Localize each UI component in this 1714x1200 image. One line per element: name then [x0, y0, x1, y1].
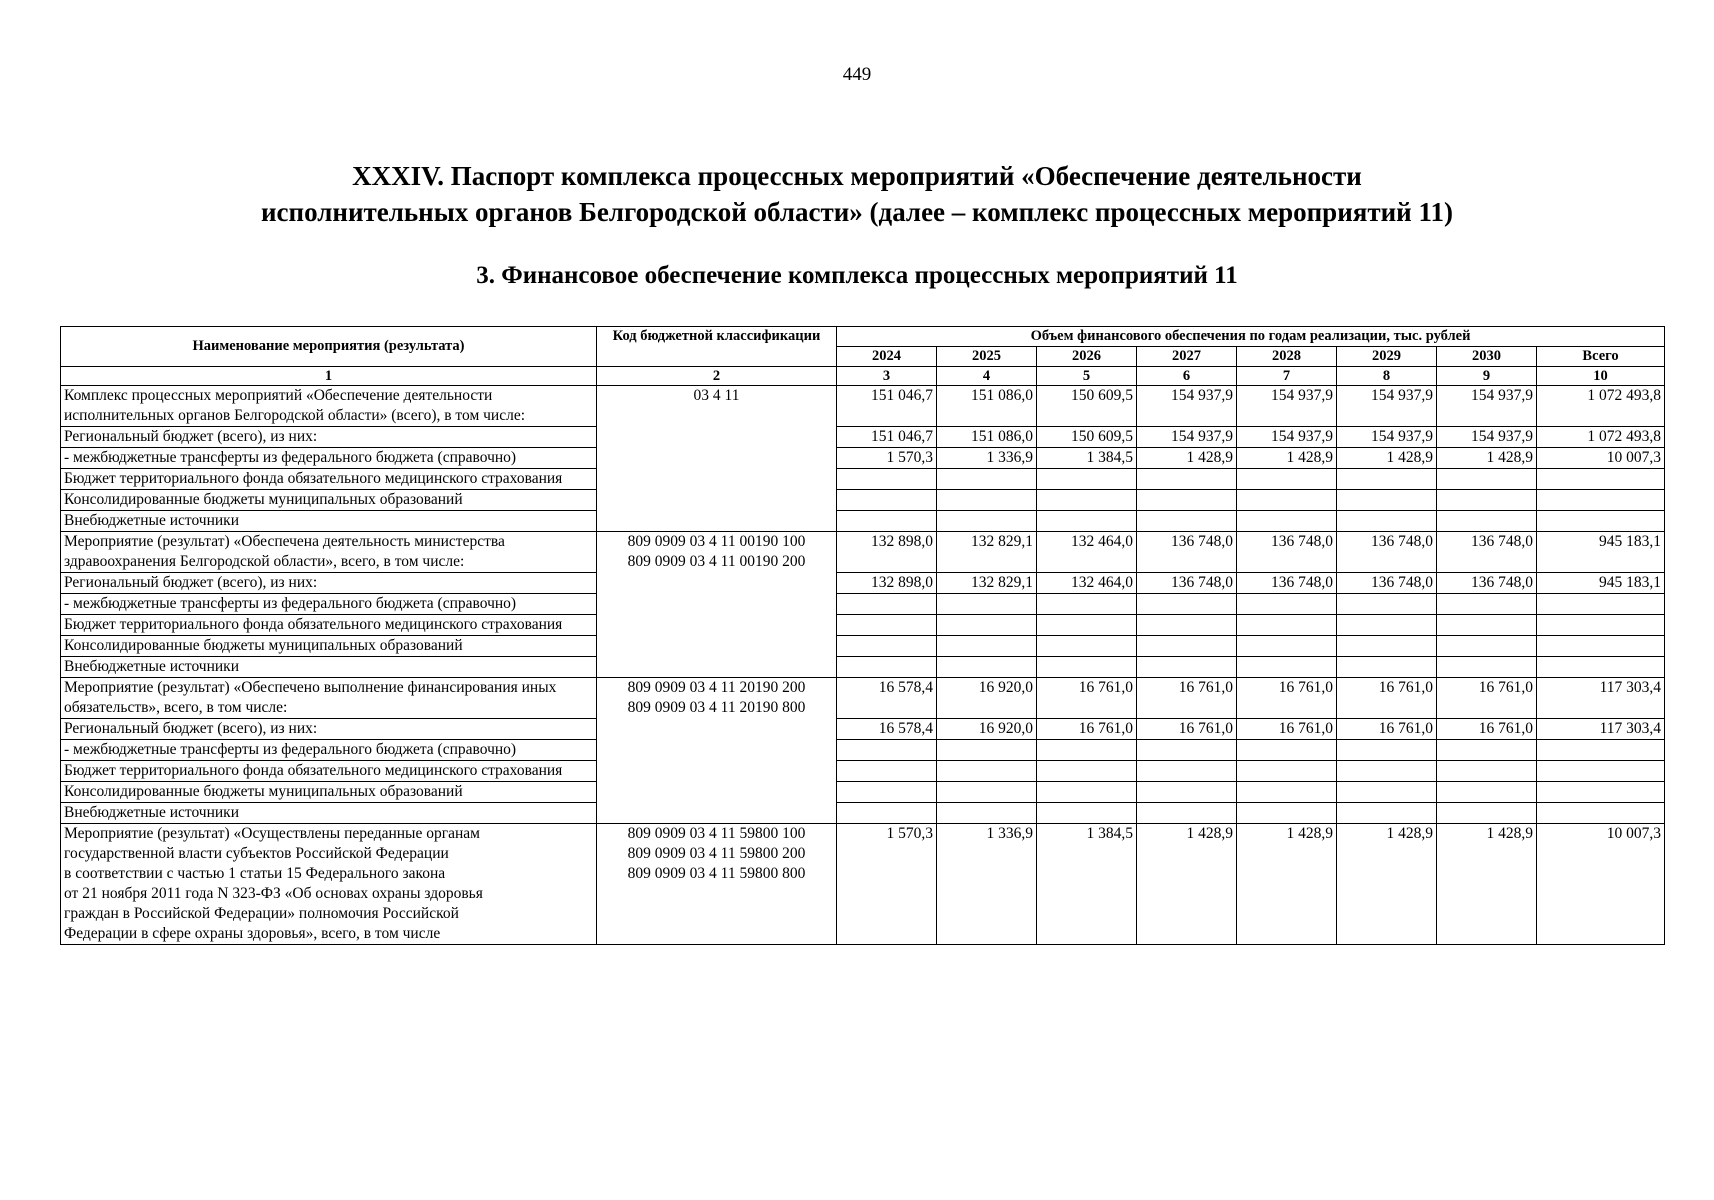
column-number: 1: [61, 367, 597, 386]
empty-cell: [1437, 761, 1537, 782]
table-row: [61, 824, 1665, 945]
empty-cell: [1137, 657, 1237, 678]
empty-cell: [1437, 511, 1537, 532]
row-name-line: от 21 ноября 2011 года N 323-ФЗ «Об основах охраны здоровья: [64, 885, 483, 902]
table-row: [61, 761, 1665, 782]
value-cell: 154 937,9: [1137, 386, 1237, 427]
row-name: Бюджет территориального фонда обязательного медицинского страхования: [61, 761, 597, 782]
empty-cell: [1437, 803, 1537, 824]
row-name: - межбюджетные трансферты из федерального бюджета (справочно): [61, 448, 597, 469]
value-cell: 16 761,0: [1137, 719, 1237, 740]
empty-cell: [1037, 594, 1137, 615]
value-cell: 1 428,9: [1237, 824, 1337, 945]
value-cell: 1 428,9: [1337, 448, 1437, 469]
row-name: - межбюджетные трансферты из федерального бюджета (справочно): [61, 594, 597, 615]
value-cell: 16 761,0: [1037, 719, 1137, 740]
empty-cell: [1237, 803, 1337, 824]
value-cell: 150 609,5: [1037, 427, 1137, 448]
empty-cell: [1537, 761, 1665, 782]
empty-cell: [1337, 782, 1437, 803]
value-cell: 1 428,9: [1137, 448, 1237, 469]
column-number: 6: [1137, 367, 1237, 386]
row-name: Комплекс процессных мероприятий «Обеспечение деятельности исполнительных органов Белгородской области» (всего), в том числе:: [61, 386, 597, 427]
value-cell: 16 920,0: [937, 719, 1037, 740]
row-name: Бюджет территориального фонда обязательного медицинского страхования: [61, 615, 597, 636]
value-cell: 16 761,0: [1137, 678, 1237, 719]
value-cell: 151 086,0: [937, 386, 1037, 427]
empty-cell: [1237, 761, 1337, 782]
column-number: 9: [1437, 367, 1537, 386]
empty-cell: [837, 511, 937, 532]
value-cell: 1 336,9: [937, 448, 1037, 469]
empty-cell: [1537, 469, 1665, 490]
row-name-line: в соответствии с частью 1 статьи 15 Федерального закона: [64, 865, 446, 882]
value-cell: 16 761,0: [1437, 678, 1537, 719]
value-cell: 16 761,0: [1237, 719, 1337, 740]
empty-cell: [937, 740, 1037, 761]
empty-cell: [1037, 803, 1137, 824]
value-cell: 1 570,3: [837, 824, 937, 945]
empty-cell: [1037, 657, 1137, 678]
page-title: [0, 158, 1714, 230]
empty-cell: [937, 615, 1037, 636]
empty-cell: [1337, 511, 1437, 532]
empty-cell: [1137, 490, 1237, 511]
header-code: Код бюджетной классификации: [597, 327, 837, 367]
empty-cell: [1237, 594, 1337, 615]
empty-cell: [837, 657, 937, 678]
row-name: Консолидированные бюджеты муниципальных образований: [61, 782, 597, 803]
value-cell: 151 046,7: [837, 427, 937, 448]
empty-cell: [1237, 657, 1337, 678]
empty-cell: [1337, 469, 1437, 490]
empty-cell: [1537, 594, 1665, 615]
table-row: [61, 386, 1665, 427]
row-name-line: граждан в Российской Федерации» полномочия Российской: [64, 905, 459, 922]
empty-cell: [1337, 594, 1437, 615]
value-cell: 136 748,0: [1437, 532, 1537, 573]
value-cell: 154 937,9: [1437, 427, 1537, 448]
header-year: 2028: [1237, 347, 1337, 367]
value-cell: 132 898,0: [837, 573, 937, 594]
empty-cell: [1337, 636, 1437, 657]
empty-cell: [1537, 490, 1665, 511]
empty-cell: [1037, 469, 1137, 490]
column-number: 5: [1037, 367, 1137, 386]
page-number: 449: [842, 64, 872, 85]
value-cell: 154 937,9: [1137, 427, 1237, 448]
row-name: - межбюджетные трансферты из федерального бюджета (справочно): [61, 740, 597, 761]
value-cell: 136 748,0: [1337, 532, 1437, 573]
empty-cell: [1137, 782, 1237, 803]
empty-cell: [837, 490, 937, 511]
value-cell: 136 748,0: [1137, 573, 1237, 594]
empty-cell: [1437, 657, 1537, 678]
empty-cell: [1137, 636, 1237, 657]
empty-cell: [1337, 615, 1437, 636]
empty-cell: [837, 594, 937, 615]
row-name: Региональный бюджет (всего), из них:: [61, 719, 597, 740]
budget-code: [597, 824, 837, 945]
empty-cell: [837, 615, 937, 636]
empty-cell: [1537, 636, 1665, 657]
value-cell: 1 570,3: [837, 448, 937, 469]
empty-cell: [937, 761, 1037, 782]
table-row: [61, 678, 1665, 719]
empty-cell: [1237, 615, 1337, 636]
value-cell: 151 086,0: [937, 427, 1037, 448]
value-cell: 1 428,9: [1237, 448, 1337, 469]
empty-cell: [1437, 740, 1537, 761]
value-cell: 154 937,9: [1337, 386, 1437, 427]
table-row: [61, 803, 1665, 824]
header-name: Наименование мероприятия (результата): [61, 327, 597, 367]
value-cell: 16 761,0: [1037, 678, 1137, 719]
empty-cell: [1237, 469, 1337, 490]
empty-cell: [1037, 636, 1137, 657]
empty-cell: [837, 636, 937, 657]
row-name: Региональный бюджет (всего), из них:: [61, 573, 597, 594]
value-cell: 1 384,5: [1037, 824, 1137, 945]
column-number: 10: [1537, 367, 1665, 386]
column-number: 8: [1337, 367, 1437, 386]
header-year: 2025: [937, 347, 1037, 367]
table-row: [61, 532, 1665, 573]
value-cell: 1 428,9: [1437, 448, 1537, 469]
value-cell: 154 937,9: [1237, 427, 1337, 448]
empty-cell: [1237, 511, 1337, 532]
row-name: Мероприятие (результат) «Обеспечена деятельность министерства здравоохранения Белгородской области», всего, в том числе:: [61, 532, 597, 573]
empty-cell: [937, 511, 1037, 532]
header-year: 2024: [837, 347, 937, 367]
budget-code-line: 809 0909 03 4 11 20190 800: [627, 699, 806, 716]
empty-cell: [1537, 615, 1665, 636]
value-cell: 16 761,0: [1237, 678, 1337, 719]
title-line-1: XXXIV. Паспорт комплекса процессных мероприятий «Обеспечение деятельности: [352, 161, 1362, 191]
empty-cell: [1237, 490, 1337, 511]
value-cell: 10 007,3: [1537, 824, 1665, 945]
empty-cell: [1437, 594, 1537, 615]
value-cell: 117 303,4: [1537, 719, 1665, 740]
empty-cell: [1037, 782, 1137, 803]
empty-cell: [1537, 657, 1665, 678]
value-cell: 945 183,1: [1537, 573, 1665, 594]
empty-cell: [1537, 803, 1665, 824]
section-subtitle: 3. Финансовое обеспечение комплекса процессных мероприятий 11: [476, 262, 1238, 289]
table-row: [61, 594, 1665, 615]
value-cell: 16 578,4: [837, 719, 937, 740]
table-row: [61, 719, 1665, 740]
table-row: [61, 636, 1665, 657]
empty-cell: [1437, 782, 1537, 803]
row-name: Внебюджетные источники: [61, 511, 597, 532]
empty-cell: [837, 740, 937, 761]
value-cell: 132 829,1: [937, 573, 1037, 594]
value-cell: 945 183,1: [1537, 532, 1665, 573]
value-cell: 10 007,3: [1537, 448, 1665, 469]
budget-code: [597, 678, 837, 824]
column-number: 4: [937, 367, 1037, 386]
value-cell: 136 748,0: [1237, 573, 1337, 594]
budget-code-line: 809 0909 03 4 11 59800 100: [627, 825, 806, 842]
value-cell: 16 761,0: [1337, 678, 1437, 719]
header-year: 2026: [1037, 347, 1137, 367]
value-cell: 154 937,9: [1237, 386, 1337, 427]
value-cell: 16 761,0: [1437, 719, 1537, 740]
table-row: [61, 427, 1665, 448]
empty-cell: [1337, 803, 1437, 824]
empty-cell: [1137, 594, 1237, 615]
empty-cell: [1537, 782, 1665, 803]
empty-cell: [1237, 636, 1337, 657]
column-number: 2: [597, 367, 837, 386]
empty-cell: [1037, 490, 1137, 511]
empty-cell: [937, 782, 1037, 803]
budget-code-line: 809 0909 03 4 11 59800 200: [627, 845, 806, 862]
empty-cell: [1037, 740, 1137, 761]
budget-code-line: 809 0909 03 4 11 00190 100: [627, 533, 806, 550]
budget-code: 03 4 11: [597, 386, 837, 532]
value-cell: 1 336,9: [937, 824, 1037, 945]
column-number: 7: [1237, 367, 1337, 386]
value-cell: 136 748,0: [1337, 573, 1437, 594]
table-row: [61, 448, 1665, 469]
empty-cell: [1437, 469, 1537, 490]
table-row: [61, 469, 1665, 490]
row-name: Мероприятие (результат) «Обеспечено выполнение финансирования иных обязательств», всего, в том числе:: [61, 678, 597, 719]
empty-cell: [1137, 615, 1237, 636]
value-cell: 132 464,0: [1037, 573, 1137, 594]
table-row: [61, 657, 1665, 678]
empty-cell: [937, 490, 1037, 511]
row-name-line: Мероприятие (результат) «Осуществлены переданные органам: [64, 825, 480, 842]
empty-cell: [837, 803, 937, 824]
value-cell: 16 920,0: [937, 678, 1037, 719]
empty-cell: [837, 782, 937, 803]
value-cell: 16 578,4: [837, 678, 937, 719]
value-cell: 154 937,9: [1337, 427, 1437, 448]
value-cell: 136 748,0: [1437, 573, 1537, 594]
empty-cell: [1137, 761, 1237, 782]
empty-cell: [1437, 490, 1537, 511]
value-cell: 136 748,0: [1237, 532, 1337, 573]
empty-cell: [1237, 782, 1337, 803]
header-year: 2027: [1137, 347, 1237, 367]
empty-cell: [1437, 615, 1537, 636]
column-number: 3: [837, 367, 937, 386]
budget-code-line: 809 0909 03 4 11 20190 200: [627, 679, 806, 696]
empty-cell: [1537, 740, 1665, 761]
table-row: [61, 615, 1665, 636]
value-cell: 154 937,9: [1437, 386, 1537, 427]
value-cell: 132 464,0: [1037, 532, 1137, 573]
budget-code: [597, 532, 837, 678]
value-cell: 132 898,0: [837, 532, 937, 573]
row-name-line: Федерации в сфере охраны здоровья», всего, в том числе: [64, 925, 441, 942]
row-name-line: государственной власти субъектов Российской Федерации: [64, 845, 449, 862]
value-cell: 1 072 493,8: [1537, 386, 1665, 427]
header-year: 2030: [1437, 347, 1537, 367]
title-line-2: исполнительных органов Белгородской области» (далее – комплекс процессных мероприятий 11): [261, 197, 1453, 227]
empty-cell: [1137, 469, 1237, 490]
value-cell: 151 046,7: [837, 386, 937, 427]
empty-cell: [937, 803, 1037, 824]
empty-cell: [837, 761, 937, 782]
row-name: Консолидированные бюджеты муниципальных образований: [61, 636, 597, 657]
budget-code-line: 809 0909 03 4 11 00190 200: [627, 553, 806, 570]
empty-cell: [1037, 615, 1137, 636]
row-name: [61, 824, 597, 945]
empty-cell: [1337, 740, 1437, 761]
value-cell: 1 428,9: [1137, 824, 1237, 945]
header-volume: Объем финансового обеспечения по годам реализации, тыс. рублей: [837, 327, 1665, 347]
empty-cell: [1037, 511, 1137, 532]
value-cell: 1 072 493,8: [1537, 427, 1665, 448]
empty-cell: [937, 636, 1037, 657]
row-name: Консолидированные бюджеты муниципальных образований: [61, 490, 597, 511]
row-name: Бюджет территориального фонда обязательного медицинского страхования: [61, 469, 597, 490]
empty-cell: [1137, 511, 1237, 532]
empty-cell: [1237, 740, 1337, 761]
empty-cell: [937, 657, 1037, 678]
empty-cell: [1137, 740, 1237, 761]
table-header-row: [61, 327, 1665, 347]
column-numbers-row: [61, 367, 1665, 386]
financing-table: [60, 326, 1665, 945]
table-row: [61, 490, 1665, 511]
empty-cell: [1437, 636, 1537, 657]
row-name: Внебюджетные источники: [61, 657, 597, 678]
value-cell: 16 761,0: [1337, 719, 1437, 740]
budget-code-line: 809 0909 03 4 11 59800 800: [627, 865, 806, 882]
table-row: [61, 782, 1665, 803]
value-cell: 1 428,9: [1437, 824, 1537, 945]
value-cell: 136 748,0: [1137, 532, 1237, 573]
empty-cell: [1337, 490, 1437, 511]
header-year: 2029: [1337, 347, 1437, 367]
empty-cell: [1037, 761, 1137, 782]
value-cell: 150 609,5: [1037, 386, 1137, 427]
table-row: [61, 740, 1665, 761]
empty-cell: [937, 469, 1037, 490]
table-row: [61, 511, 1665, 532]
header-total: Всего: [1537, 347, 1665, 367]
empty-cell: [937, 594, 1037, 615]
value-cell: 1 428,9: [1337, 824, 1437, 945]
empty-cell: [1337, 657, 1437, 678]
empty-cell: [837, 469, 937, 490]
empty-cell: [1137, 803, 1237, 824]
table-row: [61, 573, 1665, 594]
value-cell: 117 303,4: [1537, 678, 1665, 719]
empty-cell: [1537, 511, 1665, 532]
value-cell: 132 829,1: [937, 532, 1037, 573]
row-name: Региональный бюджет (всего), из них:: [61, 427, 597, 448]
value-cell: 1 384,5: [1037, 448, 1137, 469]
row-name: Внебюджетные источники: [61, 803, 597, 824]
empty-cell: [1337, 761, 1437, 782]
